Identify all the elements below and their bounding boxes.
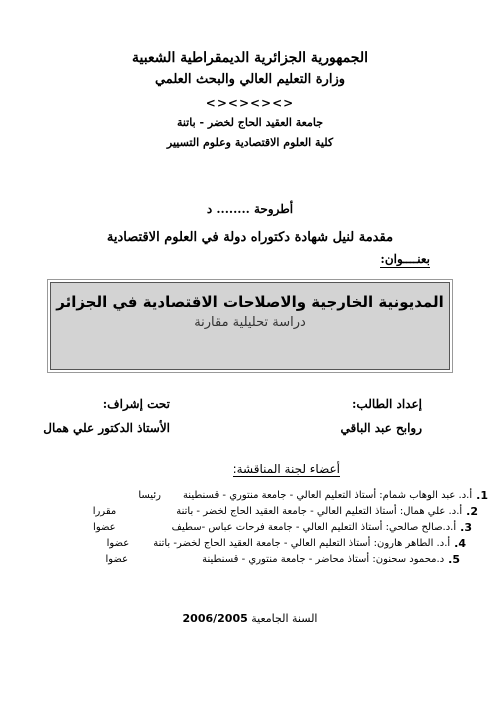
thesis-subtitle: دراسة تحليلية مقارنة (194, 315, 306, 330)
member-number: 1. (476, 489, 488, 502)
academic-year-label: السنة الجامعية (251, 612, 318, 625)
title-label (380, 252, 430, 266)
committee-list (28, 488, 488, 568)
committee-member (28, 520, 488, 536)
member-role: عضوا (106, 538, 130, 549)
committee-title (233, 462, 340, 476)
member-description: أ.د. الطاهر هارون: أستاذ التعليم العالي - جامعة العقيد الحاج لخضر- باتنة (153, 538, 451, 549)
ministry-name: وزارة التعليم العالي والبحث العلمي (154, 72, 346, 87)
member-role: مقررا (92, 506, 117, 517)
supervisor-label: تحت إشراف: (102, 397, 170, 411)
committee-member (28, 488, 488, 504)
member-description: د.محمود سحنون: أستاذ محاضر - جامعة منتوري - قسنطينة (202, 554, 445, 565)
member-role: رئيسا (138, 490, 161, 501)
committee-member (28, 552, 488, 568)
academic-year-value: 2006/2005 (182, 612, 248, 625)
committee-member (28, 504, 488, 520)
university-name: جامعة العقيد الحاج لخضر - باتنة (176, 116, 324, 129)
member-number: 4. (454, 537, 466, 550)
republic-name: الجمهورية الجزائرية الديمقراطية الشعبية (131, 50, 368, 66)
title-label-text: بعنــــوان: (380, 252, 430, 266)
committee-title-text: أعضاء لجنة المناقشة: (232, 462, 340, 476)
faculty-name: كلية العلوم الاقتصادية وعلوم التسيير (166, 136, 334, 149)
member-number: 3. (460, 521, 472, 534)
member-description: أ.د.صالح صالحي: أستاذ التعليم العالي - جامعة فرحات عباس -سطيف (171, 522, 457, 533)
committee-member (28, 536, 488, 552)
thesis-line: أطروحة ........ د (206, 202, 294, 216)
member-number: 5. (448, 553, 460, 566)
title-box (50, 282, 450, 370)
member-description: أ.د. علي همال: أستاذ التعليم العالي - جامعة العقيد الحاج لخضر - باتنة (176, 506, 463, 517)
student-name: روابح عبد الباقي (340, 421, 422, 435)
member-description: أ.د. عبد الوهاب شمام: أستاذ التعليم العالي - جامعة منتوري - قسنطينة (182, 490, 473, 501)
academic-year (0, 612, 500, 625)
member-role: عضوا (93, 522, 116, 533)
thesis-title: المديونية الخارجية والاصلاحات الاقتصادية في الجزائر (56, 293, 444, 311)
member-role: عضوا (105, 554, 129, 565)
degree-line: مقدمة لنيل شهادة دكتوراه دولة في العلوم الاقتصادية (106, 230, 394, 245)
student-label: إعداد الطالب: (351, 397, 422, 411)
ornament: <><><><> (205, 96, 295, 110)
member-number: 2. (466, 505, 478, 518)
supervisor-name: الأستاذ الدكتور علي همال (43, 421, 170, 435)
